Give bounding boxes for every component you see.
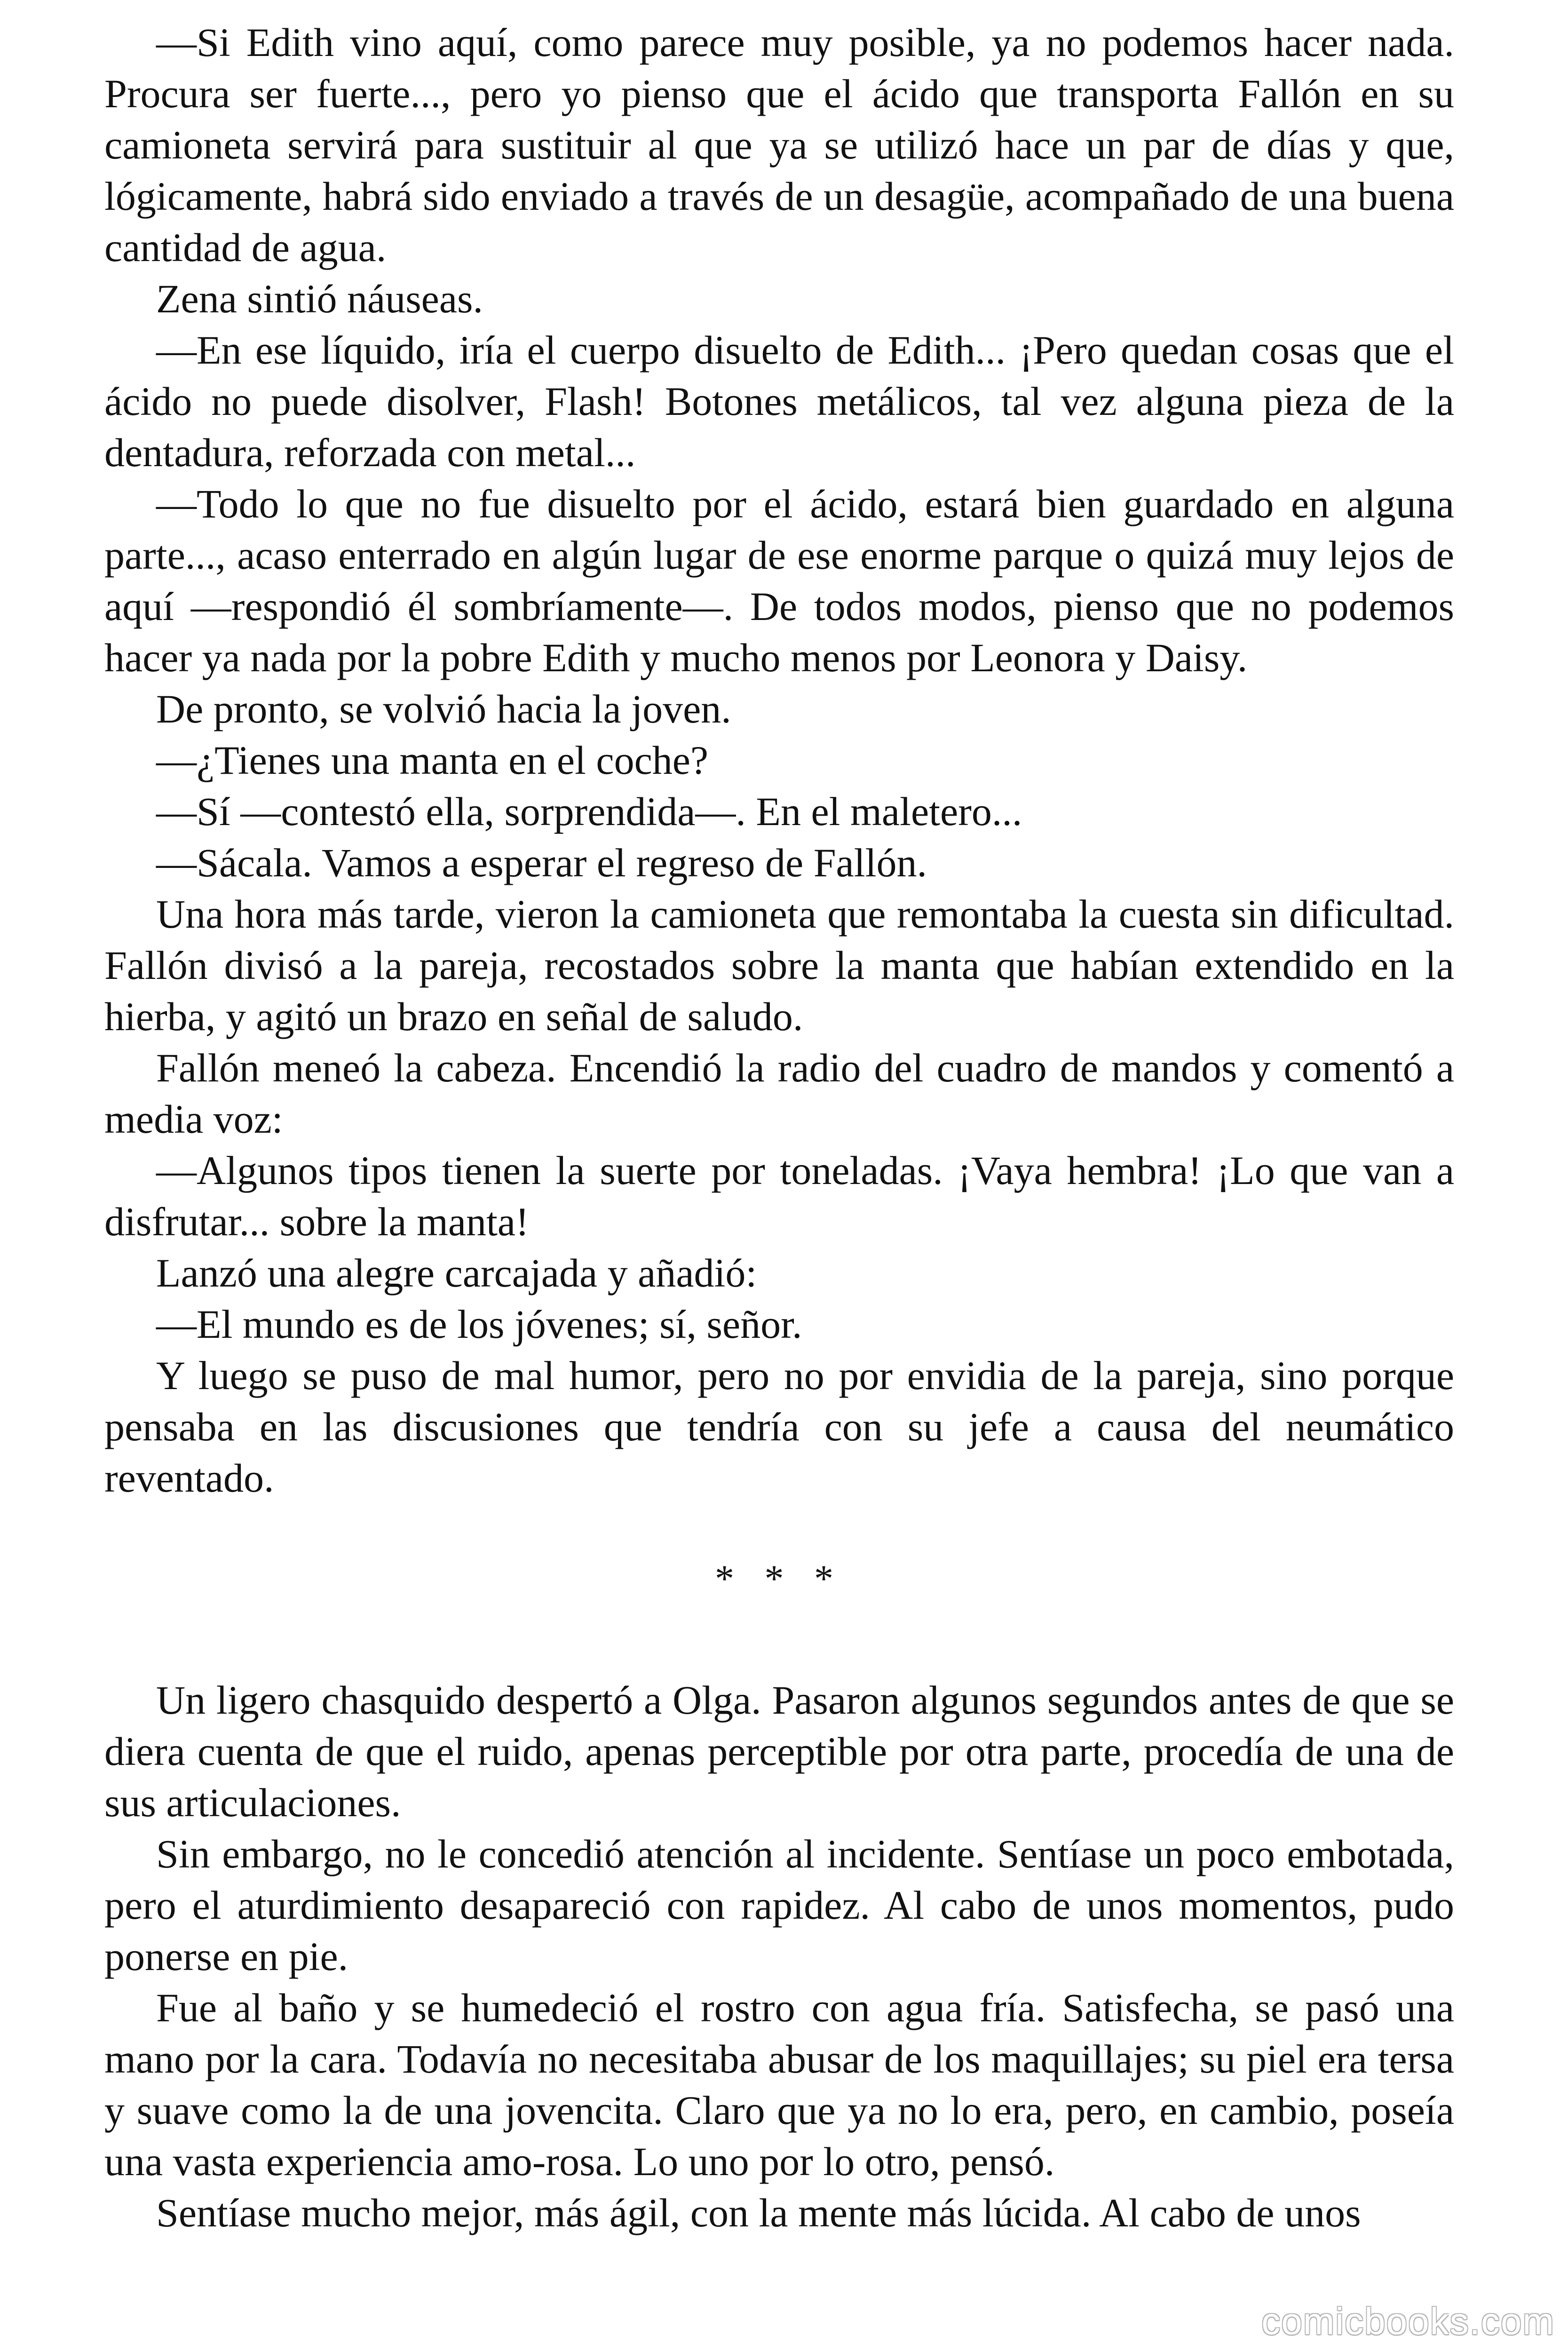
- paragraph: Y luego se puso de mal humor, pero no por envidia de la pareja, sino porque pensaba en las discusiones que tendría con su jefe a causa del neumático reventado.: [104, 1353, 1454, 1501]
- paragraph: —Si Edith vino aquí, como parece muy posible, ya no podemos hacer nada. Procura ser fuerte..., pero yo pienso que el ácido que transporta Fallón en su camioneta servirá para sustituir al que ya se utilizó hace un par de días y que, lógicamente, habrá sido enviado a través de un desagüe, acompañado de una buena cantidad de agua.: [104, 20, 1454, 270]
- paragraph: —Sí —contestó ella, sorprendida—. En el maletero...: [156, 789, 1022, 834]
- section-break: * * *: [715, 1557, 844, 1600]
- text-column: [104, 17, 1454, 2239]
- paragraph: Una hora más tarde, vieron la camioneta que remontaba la cuesta sin dificultad. Fallón divisó a la pareja, recostados sobre la manta que habían extendido en la hierba, y agitó un brazo en señal de saludo.: [104, 891, 1454, 1039]
- paragraph: —Algunos tipos tienen la suerte por toneladas. ¡Vaya hembra! ¡Lo que van a disfrutar... sobre la manta!: [104, 1148, 1454, 1244]
- paragraph: Sin embargo, no le concedió atención al incidente. Sentíase un poco embotada, pero el aturdimiento desapareció con rapidez. Al cabo de unos momentos, pudo ponerse en pie.: [104, 1831, 1454, 1979]
- paragraph: Un ligero chasquido despertó a Olga. Pasaron algunos segundos antes de que se diera cuenta de que el ruido, apenas perceptible por otra parte, procedía de una de sus articulaciones.: [104, 1677, 1454, 1825]
- paragraph: —¿Tienes una manta en el coche?: [156, 738, 709, 783]
- paragraph: Fue al baño y se humedeció el rostro con agua fría. Satisfecha, se pasó una mano por la cara. Todavía no necesitaba abusar de los maquillajes; su piel era tersa y suave como la de una jovencita. Claro que ya no lo era, pero, en cambio, poseía una vasta experiencia amo-rosa. Lo uno por lo otro, pensó.: [104, 1985, 1454, 2184]
- paragraph: Lanzó una alegre carcajada y añadió:: [156, 1250, 757, 1295]
- watermark: comicbooks.com: [1261, 2300, 1555, 2342]
- paragraph: Fallón meneó la cabeza. Encendió la radio del cuadro de mandos y comentó a media voz:: [104, 1045, 1454, 1142]
- paragraph: Zena sintió náuseas.: [156, 276, 483, 321]
- paragraph: De pronto, se volvió hacia la joven.: [156, 686, 731, 731]
- paragraph: —Sácala. Vamos a esperar el regreso de Fallón.: [156, 840, 927, 885]
- paragraph: Sentíase mucho mejor, más ágil, con la mente más lúcida. Al cabo de unos: [156, 2190, 1361, 2235]
- paragraph: —Todo lo que no fue disuelto por el ácido, estará bien guardado en alguna parte..., acaso enterrado en algún lugar de ese enorme parque o quizá muy lejos de aquí —respondió él sombríamente—. De todos modos, pienso que no podemos hacer ya nada por la pobre Edith y mucho menos por Leonora y Daisy.: [104, 481, 1454, 680]
- paragraph: —El mundo es de los jóvenes; sí, señor.: [156, 1302, 802, 1347]
- paragraph: —En ese líquido, iría el cuerpo disuelto de Edith... ¡Pero quedan cosas que el ácido no puede disolver, Flash! Botones metálicos, tal vez alguna pieza de la dentadura, reforzada con metal...: [104, 327, 1454, 475]
